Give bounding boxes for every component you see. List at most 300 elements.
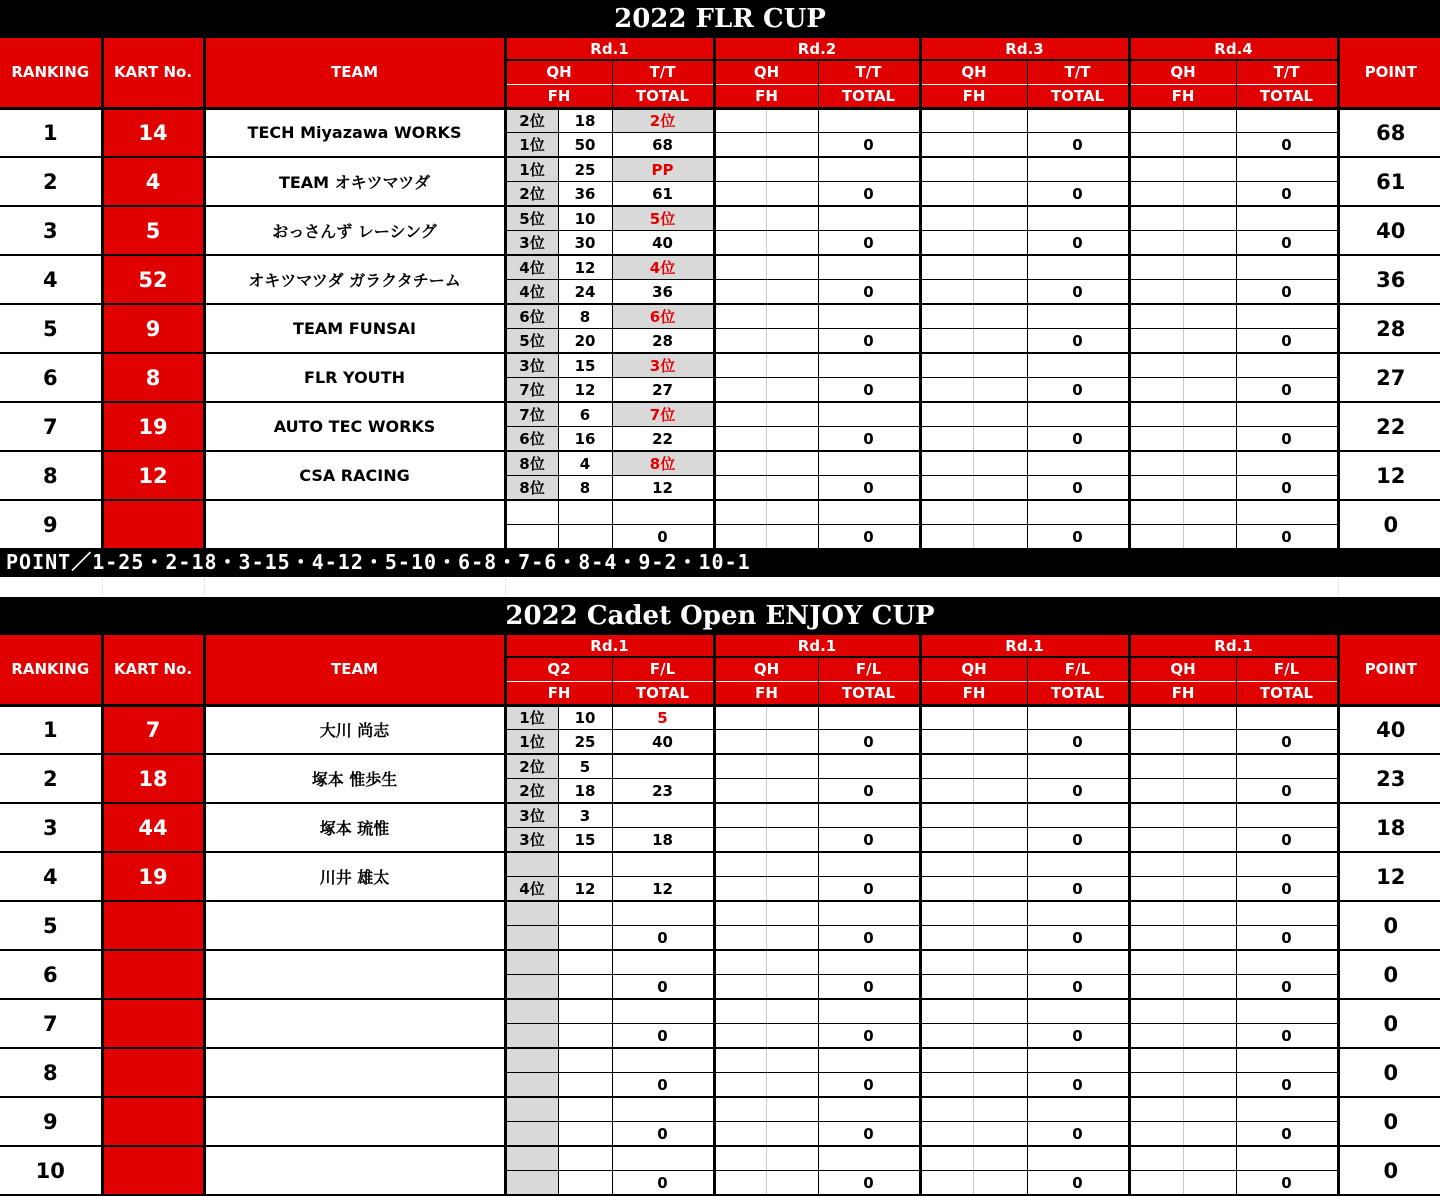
- cell: [1183, 231, 1236, 256]
- team-name-cell: [204, 999, 505, 1048]
- cell: 4位: [505, 877, 558, 902]
- cell: [920, 353, 973, 378]
- cell: [973, 779, 1027, 804]
- cell: [558, 1073, 612, 1098]
- cell: 8位: [505, 451, 558, 476]
- cell: 8: [558, 476, 612, 501]
- header-team: TEAM: [204, 38, 505, 108]
- cell: [1027, 304, 1129, 329]
- table-row: [0, 255, 1440, 280]
- cell: [612, 1146, 714, 1171]
- cell: 0: [1027, 378, 1129, 403]
- cell: [766, 852, 818, 877]
- cell: 0: [818, 525, 920, 550]
- kart-number-cell: 4: [102, 157, 204, 206]
- team-name-cell: TEAM オキツマツダ: [204, 157, 505, 206]
- cell: [766, 803, 818, 828]
- team-name-cell: 大川 尚志: [204, 705, 505, 754]
- cell: [766, 877, 818, 902]
- cell: [1236, 1048, 1338, 1073]
- point-total-cell: 61: [1338, 157, 1440, 206]
- header-ranking: RANKING: [0, 38, 102, 108]
- header-sub: FH: [714, 84, 818, 108]
- cell: [818, 500, 920, 525]
- cell: [973, 705, 1027, 730]
- flr-cup-title: 2022 FLR CUP: [0, 0, 1440, 38]
- cell: 5位: [612, 206, 714, 231]
- cell: [920, 999, 973, 1024]
- cell: [1129, 255, 1183, 280]
- cell: [1129, 157, 1183, 182]
- header-sub: FH: [714, 681, 818, 705]
- cell: [973, 730, 1027, 755]
- cell: [973, 950, 1027, 975]
- header-sub: TOTAL: [1027, 681, 1129, 705]
- ranking-cell: 4: [0, 255, 102, 304]
- ranking-cell: 9: [0, 500, 102, 549]
- cell: [558, 852, 612, 877]
- team-name-cell: [204, 1097, 505, 1146]
- header-row-rounds: [0, 635, 1440, 657]
- cell: [973, 901, 1027, 926]
- cell: [1236, 500, 1338, 525]
- team-name-cell: FLR YOUTH: [204, 353, 505, 402]
- cell: [1129, 779, 1183, 804]
- cell: [1183, 926, 1236, 951]
- cell: [558, 1048, 612, 1073]
- cell: [1027, 353, 1129, 378]
- cell: 0: [1236, 525, 1338, 550]
- cell: [558, 1024, 612, 1049]
- cell: 5: [558, 754, 612, 779]
- cell: [714, 280, 766, 305]
- kart-number-cell: [102, 1146, 204, 1195]
- cell: [920, 157, 973, 182]
- cell: [1236, 901, 1338, 926]
- cell: 0: [1236, 730, 1338, 755]
- kart-number-cell: 44: [102, 803, 204, 852]
- table-row: [0, 206, 1440, 231]
- header-round: Rd.1: [505, 38, 714, 60]
- cell: 0: [612, 926, 714, 951]
- ranking-cell: 1: [0, 108, 102, 157]
- cell: 0: [1027, 1024, 1129, 1049]
- cell: [920, 500, 973, 525]
- cell: [973, 157, 1027, 182]
- cell: 0: [818, 877, 920, 902]
- cell: [1183, 975, 1236, 1000]
- cell: [766, 1073, 818, 1098]
- cell: [973, 476, 1027, 501]
- cell: [1129, 1171, 1183, 1196]
- cell: 0: [818, 1024, 920, 1049]
- cell: [558, 525, 612, 550]
- cell: [714, 231, 766, 256]
- cell: 0: [1236, 427, 1338, 452]
- header-sub: T/T: [818, 60, 920, 84]
- cell: [920, 950, 973, 975]
- header-sub: FH: [1129, 84, 1236, 108]
- cell: [714, 157, 766, 182]
- point-total-cell: 28: [1338, 304, 1440, 353]
- cell: [714, 304, 766, 329]
- cell: 0: [818, 378, 920, 403]
- cell: [766, 1122, 818, 1147]
- cell: [1129, 280, 1183, 305]
- cell: [714, 255, 766, 280]
- header-round: Rd.2: [714, 38, 920, 60]
- cell: [973, 1171, 1027, 1196]
- cell: [973, 754, 1027, 779]
- cell: [920, 754, 973, 779]
- cell: [766, 1146, 818, 1171]
- cell: [920, 476, 973, 501]
- point-total-cell: 23: [1338, 754, 1440, 803]
- cell: [973, 975, 1027, 1000]
- cell: [920, 1097, 973, 1122]
- cell: [920, 730, 973, 755]
- ranking-cell: 2: [0, 754, 102, 803]
- cell: 0: [818, 329, 920, 354]
- cell: [920, 828, 973, 853]
- cell: 0: [818, 133, 920, 158]
- cell: 5位: [505, 329, 558, 354]
- cell: [818, 353, 920, 378]
- team-name-cell: [204, 901, 505, 950]
- cell: 0: [1027, 877, 1129, 902]
- cell: [1183, 451, 1236, 476]
- ranking-cell: 4: [0, 852, 102, 901]
- cell: 15: [558, 353, 612, 378]
- cell: 0: [818, 1171, 920, 1196]
- cell: [1027, 1097, 1129, 1122]
- cell: [714, 950, 766, 975]
- team-name-cell: [204, 1146, 505, 1195]
- cell: [1129, 500, 1183, 525]
- cell: 0: [818, 975, 920, 1000]
- cell: 0: [818, 779, 920, 804]
- header-sub: FH: [1129, 681, 1236, 705]
- team-name-cell: おっさんず レーシング: [204, 206, 505, 255]
- cell: 15: [558, 828, 612, 853]
- cell: 0: [1236, 1073, 1338, 1098]
- cell: 40: [612, 730, 714, 755]
- cell: [1183, 1048, 1236, 1073]
- cell: 0: [1236, 926, 1338, 951]
- cell: [1129, 402, 1183, 427]
- cell: [766, 280, 818, 305]
- cell: [920, 378, 973, 403]
- cell: [1183, 378, 1236, 403]
- cell: [1236, 157, 1338, 182]
- table-row: [0, 1097, 1440, 1122]
- cell: [714, 1048, 766, 1073]
- cell: [920, 182, 973, 207]
- cell: [505, 950, 558, 975]
- cell: [505, 975, 558, 1000]
- point-total-cell: 0: [1338, 1146, 1440, 1195]
- team-name-cell: [204, 950, 505, 999]
- cell: [505, 500, 558, 525]
- team-name-cell: 塚本 琉惟: [204, 803, 505, 852]
- cell: [973, 182, 1027, 207]
- cell: [505, 999, 558, 1024]
- team-name-cell: AUTO TEC WORKS: [204, 402, 505, 451]
- cell: 3位: [505, 828, 558, 853]
- cell: 0: [818, 182, 920, 207]
- cell: [505, 1024, 558, 1049]
- cell: [1129, 206, 1183, 231]
- table-row: [0, 1048, 1440, 1073]
- cell: [1129, 182, 1183, 207]
- cell: [1027, 500, 1129, 525]
- kart-number-cell: 7: [102, 705, 204, 754]
- ranking-cell: 9: [0, 1097, 102, 1146]
- point-total-cell: 40: [1338, 206, 1440, 255]
- cell: [818, 754, 920, 779]
- cell: [505, 1048, 558, 1073]
- cell: 18: [612, 828, 714, 853]
- cell: [973, 206, 1027, 231]
- cell: 0: [1236, 280, 1338, 305]
- cell: [714, 427, 766, 452]
- cell: [505, 1073, 558, 1098]
- ranking-cell: 3: [0, 803, 102, 852]
- cell: [714, 476, 766, 501]
- cell: [714, 926, 766, 951]
- header-round: Rd.1: [920, 635, 1129, 657]
- cell: 8: [558, 304, 612, 329]
- cell: [973, 304, 1027, 329]
- cell: [973, 1073, 1027, 1098]
- cell: 1位: [505, 157, 558, 182]
- cell: 2位: [505, 182, 558, 207]
- header-sub: TOTAL: [1236, 84, 1338, 108]
- cell: [714, 803, 766, 828]
- cell: 6位: [505, 427, 558, 452]
- cell: 24: [558, 280, 612, 305]
- cell: [920, 231, 973, 256]
- cell: [1027, 1146, 1129, 1171]
- cell: 0: [1236, 476, 1338, 501]
- cell: [766, 304, 818, 329]
- cell: [920, 975, 973, 1000]
- cell: 0: [1027, 476, 1129, 501]
- cell: [1183, 950, 1236, 975]
- cell: 0: [1236, 182, 1338, 207]
- cell: [920, 525, 973, 550]
- cell: [920, 329, 973, 354]
- cell: [714, 353, 766, 378]
- cell: [714, 108, 766, 133]
- ranking-cell: 8: [0, 451, 102, 500]
- cell: [920, 1048, 973, 1073]
- header-kart-no: KART No.: [102, 635, 204, 705]
- cell: [558, 1097, 612, 1122]
- cell: [558, 500, 612, 525]
- cell: [766, 1171, 818, 1196]
- cell: 2位: [612, 108, 714, 133]
- cell: [1183, 304, 1236, 329]
- cell: 36: [558, 182, 612, 207]
- table-row: [0, 803, 1440, 828]
- cell: 0: [1027, 427, 1129, 452]
- cell: 0: [1027, 779, 1129, 804]
- point-total-cell: 40: [1338, 705, 1440, 754]
- cell: [920, 133, 973, 158]
- cell: 0: [1236, 133, 1338, 158]
- cell: [818, 1097, 920, 1122]
- kart-number-cell: [102, 999, 204, 1048]
- table-row: [0, 754, 1440, 779]
- cell: [766, 329, 818, 354]
- cell: [714, 754, 766, 779]
- header-round: Rd.1: [714, 635, 920, 657]
- cell: [1129, 999, 1183, 1024]
- cell: [973, 108, 1027, 133]
- cell: 0: [818, 926, 920, 951]
- cell: [714, 451, 766, 476]
- standings-table: [0, 635, 1440, 1196]
- cell: [1183, 1073, 1236, 1098]
- cell: 3: [558, 803, 612, 828]
- cell: [1236, 451, 1338, 476]
- cell: [714, 877, 766, 902]
- cell: [818, 402, 920, 427]
- table-row: [0, 304, 1440, 329]
- cell: [920, 206, 973, 231]
- cell: 20: [558, 329, 612, 354]
- header-round: Rd.3: [920, 38, 1129, 60]
- point-total-cell: 0: [1338, 901, 1440, 950]
- cell: 7位: [505, 378, 558, 403]
- header-sub: FH: [505, 84, 612, 108]
- cell: [920, 705, 973, 730]
- cell: [766, 451, 818, 476]
- header-sub: FH: [920, 681, 1027, 705]
- cell: [920, 1171, 973, 1196]
- cell: [1183, 1024, 1236, 1049]
- cell: [1183, 999, 1236, 1024]
- cell: [612, 999, 714, 1024]
- cell: [1027, 255, 1129, 280]
- cell: 0: [1027, 1122, 1129, 1147]
- cell: [766, 353, 818, 378]
- kart-number-cell: [102, 500, 204, 549]
- cell: [973, 255, 1027, 280]
- cell: [1236, 705, 1338, 730]
- cell: [1183, 402, 1236, 427]
- cell: 4位: [612, 255, 714, 280]
- header-team: TEAM: [204, 635, 505, 705]
- cell: 7位: [505, 402, 558, 427]
- point-total-cell: 27: [1338, 353, 1440, 402]
- header-sub: F/L: [612, 657, 714, 681]
- cell: [973, 877, 1027, 902]
- header-round: Rd.1: [505, 635, 714, 657]
- header-point: POINT: [1338, 38, 1440, 108]
- cell: [1236, 402, 1338, 427]
- cell: [505, 1146, 558, 1171]
- cell: 0: [1027, 182, 1129, 207]
- cell: [505, 525, 558, 550]
- ranking-cell: 8: [0, 1048, 102, 1097]
- team-name-cell: 川井 雄太: [204, 852, 505, 901]
- cell: [766, 754, 818, 779]
- cell: 0: [1236, 828, 1338, 853]
- cell: 0: [1027, 828, 1129, 853]
- cell: [1236, 999, 1338, 1024]
- header-sub: FH: [920, 84, 1027, 108]
- kart-number-cell: 19: [102, 852, 204, 901]
- cell: [1027, 1048, 1129, 1073]
- cell: [766, 500, 818, 525]
- kart-number-cell: 12: [102, 451, 204, 500]
- cell: [973, 1146, 1027, 1171]
- cell: 0: [612, 1171, 714, 1196]
- cell: 0: [1027, 231, 1129, 256]
- cell: [920, 108, 973, 133]
- cell: 0: [612, 525, 714, 550]
- cell: [818, 999, 920, 1024]
- cell: 0: [1027, 329, 1129, 354]
- header-point: POINT: [1338, 635, 1440, 705]
- cell: [558, 1171, 612, 1196]
- kart-number-cell: [102, 901, 204, 950]
- cell: [1183, 427, 1236, 452]
- cell: [714, 1024, 766, 1049]
- ranking-cell: 3: [0, 206, 102, 255]
- cell: [766, 378, 818, 403]
- cell: [714, 730, 766, 755]
- cell: [612, 950, 714, 975]
- cell: [920, 1146, 973, 1171]
- cell: [1129, 754, 1183, 779]
- header-round: Rd.1: [1129, 635, 1338, 657]
- cell: [973, 500, 1027, 525]
- cell: [818, 108, 920, 133]
- cell: [766, 901, 818, 926]
- cell: 0: [612, 975, 714, 1000]
- cell: [920, 451, 973, 476]
- cell: 0: [1236, 329, 1338, 354]
- cell: 12: [558, 378, 612, 403]
- cell: [766, 231, 818, 256]
- cell: 0: [1236, 1024, 1338, 1049]
- cell: [973, 353, 1027, 378]
- ranking-cell: 6: [0, 353, 102, 402]
- cell: [920, 852, 973, 877]
- cell: 0: [1236, 1122, 1338, 1147]
- kart-number-cell: 52: [102, 255, 204, 304]
- table-row: [0, 901, 1440, 926]
- cell: [1236, 255, 1338, 280]
- cell: [973, 926, 1027, 951]
- cell: 0: [1236, 1171, 1338, 1196]
- cell: [1236, 108, 1338, 133]
- cell: 0: [612, 1024, 714, 1049]
- cell: [973, 1048, 1027, 1073]
- header-sub: TOTAL: [612, 84, 714, 108]
- team-name-cell: TEAM FUNSAI: [204, 304, 505, 353]
- cell: [1129, 304, 1183, 329]
- cell: 18: [558, 779, 612, 804]
- header-sub: T/T: [612, 60, 714, 84]
- cell: [714, 1171, 766, 1196]
- cell: [612, 901, 714, 926]
- cell: [766, 1024, 818, 1049]
- cell: [558, 926, 612, 951]
